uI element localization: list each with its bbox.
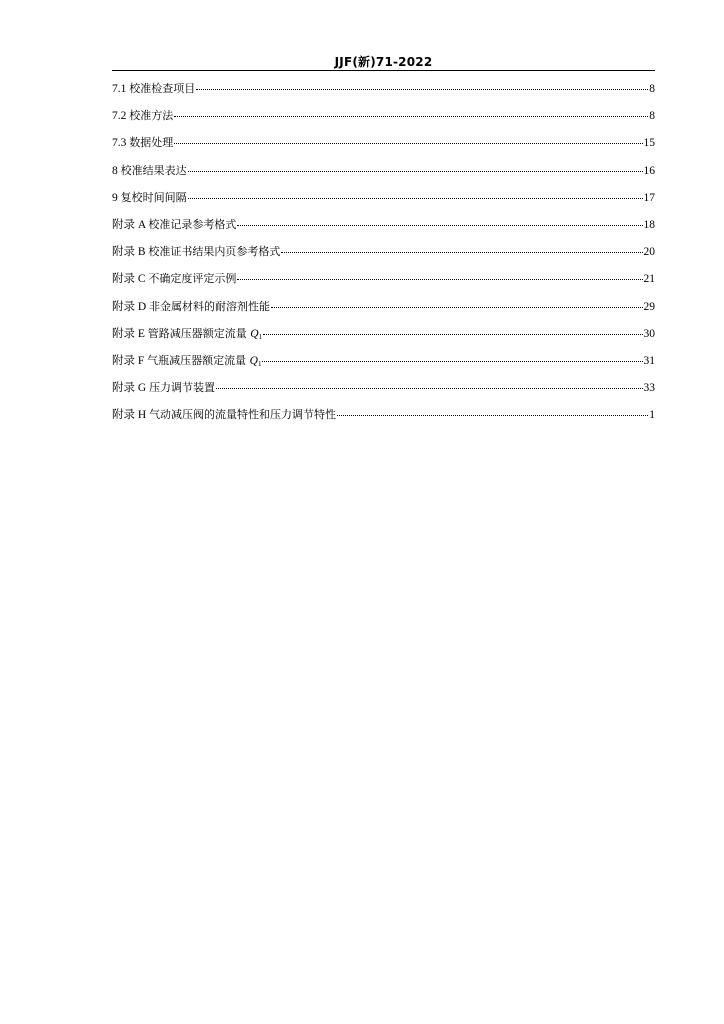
toc-entry-title: 气瓶减压器额定流量 xyxy=(147,353,250,367)
toc-entry[interactable] xyxy=(112,298,655,325)
toc-entry-label xyxy=(112,270,236,286)
toc-entry-label xyxy=(112,80,195,96)
toc-entry-number: 附录 H xyxy=(112,409,150,422)
toc-entry-title: 校准检查项目 xyxy=(129,82,196,95)
toc-page-number: 33 xyxy=(643,382,655,395)
toc-entry-label xyxy=(112,325,262,341)
toc-entry-title: 复校时间间隔 xyxy=(120,190,187,204)
toc-page-number: 29 xyxy=(643,300,655,313)
dot-leader xyxy=(237,225,642,226)
toc-page-number: 1 xyxy=(649,409,655,422)
toc-entry-label xyxy=(112,216,236,232)
toc-entry-title: 数据处理 xyxy=(129,136,174,150)
dot-leader xyxy=(188,171,643,172)
page-header xyxy=(112,52,655,71)
toc-page-number: 31 xyxy=(643,354,655,367)
toc-entry-number: 7.1 xyxy=(112,83,130,95)
toc-page-number: 15 xyxy=(643,137,655,150)
toc-entry[interactable] xyxy=(112,270,655,297)
dot-leader xyxy=(281,252,642,253)
toc-entry-number: 7.2 xyxy=(112,110,130,123)
toc-entry-label xyxy=(112,352,261,368)
flow-symbol: Q xyxy=(249,354,258,367)
toc-entry-number: 附录 F xyxy=(112,354,148,367)
document-code: JJF(新)71-2022 xyxy=(334,55,433,69)
dot-leader xyxy=(263,334,642,335)
toc-entry-title: 不确定度评定示例 xyxy=(148,272,237,286)
dot-leader xyxy=(237,279,642,280)
toc-page-number: 17 xyxy=(643,191,655,204)
toc-entry-title: 压力调节装置 xyxy=(149,381,216,395)
dot-leader xyxy=(174,116,648,117)
flow-symbol-subscript: 1 xyxy=(257,359,262,368)
toc-entry-title: 非金属材料的耐溶剂性能 xyxy=(149,299,271,313)
toc-page-number: 18 xyxy=(643,218,655,231)
toc-entry-number: 附录 A xyxy=(112,218,149,231)
toc-entry[interactable] xyxy=(112,379,655,406)
toc-entry-label xyxy=(112,298,270,314)
toc-entry-number: 附录 D xyxy=(112,300,150,313)
toc-entry[interactable] xyxy=(112,189,655,216)
toc-entry[interactable] xyxy=(112,162,655,189)
toc-entry-label xyxy=(112,134,173,150)
toc-entry[interactable] xyxy=(112,352,655,379)
toc-entry-label xyxy=(112,162,187,178)
toc-entry[interactable] xyxy=(112,325,655,352)
toc-entry-title: 校准记录参考格式 xyxy=(148,217,237,231)
dot-leader xyxy=(271,307,642,308)
toc-entry[interactable] xyxy=(112,134,655,161)
toc-entry-title: 校准证书结果内页参考格式 xyxy=(148,245,281,259)
toc-entry-title: 校准方法 xyxy=(129,109,174,123)
toc-entry-number: 8 xyxy=(112,164,121,177)
toc-entry-number: 附录 B xyxy=(112,246,149,259)
toc-entry-label xyxy=(112,107,173,123)
toc-entry-number: 附录 G xyxy=(112,382,150,395)
toc-page-number: 16 xyxy=(643,164,655,177)
toc-entry-number: 7.3 xyxy=(112,137,130,150)
flow-symbol-subscript: 1 xyxy=(258,332,263,341)
toc-page-number: 8 xyxy=(649,110,655,123)
toc-entry-label xyxy=(112,406,336,422)
toc-entry-number: 附录 E xyxy=(112,327,148,340)
toc-page-number: 21 xyxy=(643,273,655,286)
dot-leader xyxy=(262,361,642,362)
toc-entry[interactable] xyxy=(112,216,655,243)
toc-entry-title: 管路减压器额定流量 xyxy=(147,326,251,340)
toc-page-number: 8 xyxy=(649,83,655,95)
dot-leader xyxy=(196,89,648,90)
toc-entry-number: 9 xyxy=(112,191,121,204)
toc-entry-label xyxy=(112,243,280,259)
dot-leader xyxy=(188,198,643,199)
toc-entry-label xyxy=(112,379,215,395)
toc-page-number: 30 xyxy=(643,327,655,340)
toc-entry-title: 气动减压阀的流量特性和压力调节特性 xyxy=(149,408,337,422)
toc-entry-title: 校准结果表达 xyxy=(120,163,187,177)
toc-page-number: 20 xyxy=(643,246,655,259)
toc-entry-number: 附录 C xyxy=(112,273,149,286)
flow-symbol: Q xyxy=(250,327,259,340)
toc-entry[interactable] xyxy=(112,107,655,134)
dot-leader xyxy=(337,415,648,416)
dot-leader xyxy=(174,143,642,144)
dot-leader xyxy=(216,388,642,389)
toc-entry[interactable] xyxy=(112,80,655,107)
toc-entry[interactable] xyxy=(112,406,655,433)
toc-entry-label xyxy=(112,189,187,205)
toc-entry[interactable] xyxy=(112,243,655,270)
table-of-contents xyxy=(112,80,655,433)
